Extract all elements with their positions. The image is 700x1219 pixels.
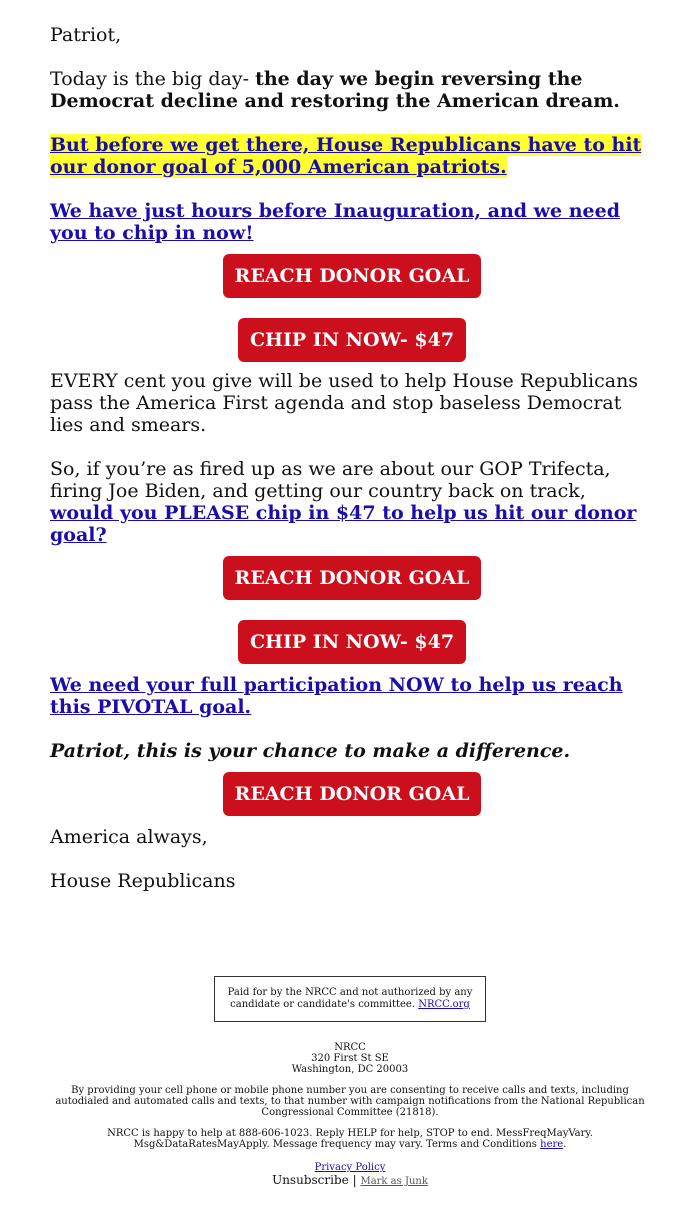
button-row	[50, 556, 654, 600]
paid-for-text: Paid for by the NRCC and not authorized by any candidate or candidate's committee.	[227, 987, 473, 1010]
donor-goal-link-text: But before we get there, House Republicans have to hit our donor goal of 5,000 American patriots.	[50, 134, 642, 178]
fired-up-text: So, if you’re as fired up as we are about our GOP Trifecta, firing Joe Biden, and getting our country back on track,	[50, 458, 611, 502]
sms-consent: By providing your cell phone or mobile phone number you are consenting to receive calls and texts, including autodialed and automated calls and texts, to that number with campaign notifications from the National Republican Congressional Committee (21818).	[55, 1085, 645, 1118]
signature: House Republicans	[50, 870, 236, 892]
privacy-row	[0, 1162, 700, 1173]
button-row	[50, 620, 654, 664]
intro-bold: the day we begin reversing the Democrat decline and restoring the American dream.	[50, 68, 620, 112]
footer	[0, 976, 700, 1189]
intro-paragraph	[50, 68, 654, 112]
button-row	[50, 772, 654, 816]
terms-here-link[interactable]: here	[540, 1139, 564, 1150]
signoff: America always,	[50, 826, 208, 848]
chance-statement: Patriot, this is your chance to make a difference.	[50, 740, 571, 762]
fired-up-paragraph	[50, 458, 654, 546]
chip-in-button[interactable]: CHIP IN NOW- $47	[238, 620, 466, 664]
nrcc-org-link[interactable]: NRCC.org	[418, 999, 470, 1010]
email-body	[50, 24, 654, 892]
chip-in-button[interactable]: CHIP IN NOW- $47	[238, 318, 466, 362]
donor-goal-link[interactable]	[50, 134, 654, 178]
privacy-policy-link[interactable]: Privacy Policy	[314, 1162, 386, 1173]
paid-for-disclaimer	[214, 976, 486, 1022]
mailing-address	[0, 1042, 700, 1075]
org-name: NRCC	[334, 1042, 366, 1053]
button-row	[50, 318, 654, 362]
help-text-body: NRCC is happy to help at 888-606-1023. Reply HELP for help, STOP to end. MessFreqMayVary. Msg&DataRatesMayApply. Message frequency may vary. Terms and Conditions	[107, 1128, 593, 1150]
reach-donor-goal-button[interactable]: REACH DONOR GOAL	[223, 556, 482, 600]
street-address: 320 First St SE	[311, 1053, 389, 1064]
unsubscribe-link[interactable]: Unsubscribe	[272, 1173, 349, 1187]
help-text: NRCC is happy to help at 888-606-1023. Reply HELP for help, STOP to end. MessFreqMayVary. Msg&DataRatesMayApply. Message frequency may vary. Terms and Conditions here.	[107, 1128, 593, 1150]
full-participation-link[interactable]: We need your full participation NOW to help us reach this PIVOTAL goal.	[50, 674, 623, 718]
every-cent-paragraph: EVERY cent you give will be used to help House Republicans pass the America First agenda and stop baseless Democrat lies and smears.	[50, 370, 639, 436]
city-address: Washington, DC 20003	[291, 1064, 409, 1075]
intro-plain: Today is the big day-	[50, 68, 256, 90]
reach-donor-goal-button[interactable]: REACH DONOR GOAL	[223, 254, 482, 298]
unsubscribe-row	[0, 1173, 700, 1189]
chip-in-47-link[interactable]: would you PLEASE chip in $47 to help us hit our donor goal?	[50, 502, 637, 546]
greeting: Patriot,	[50, 24, 122, 46]
button-row	[50, 254, 654, 298]
separator: |	[352, 1173, 357, 1187]
mark-as-junk-link[interactable]: Mark as Junk	[360, 1176, 428, 1187]
hours-before-inauguration-link[interactable]: We have just hours before Inauguration, and we need you to chip in now!	[50, 200, 621, 244]
reach-donor-goal-button[interactable]: REACH DONOR GOAL	[223, 772, 482, 816]
